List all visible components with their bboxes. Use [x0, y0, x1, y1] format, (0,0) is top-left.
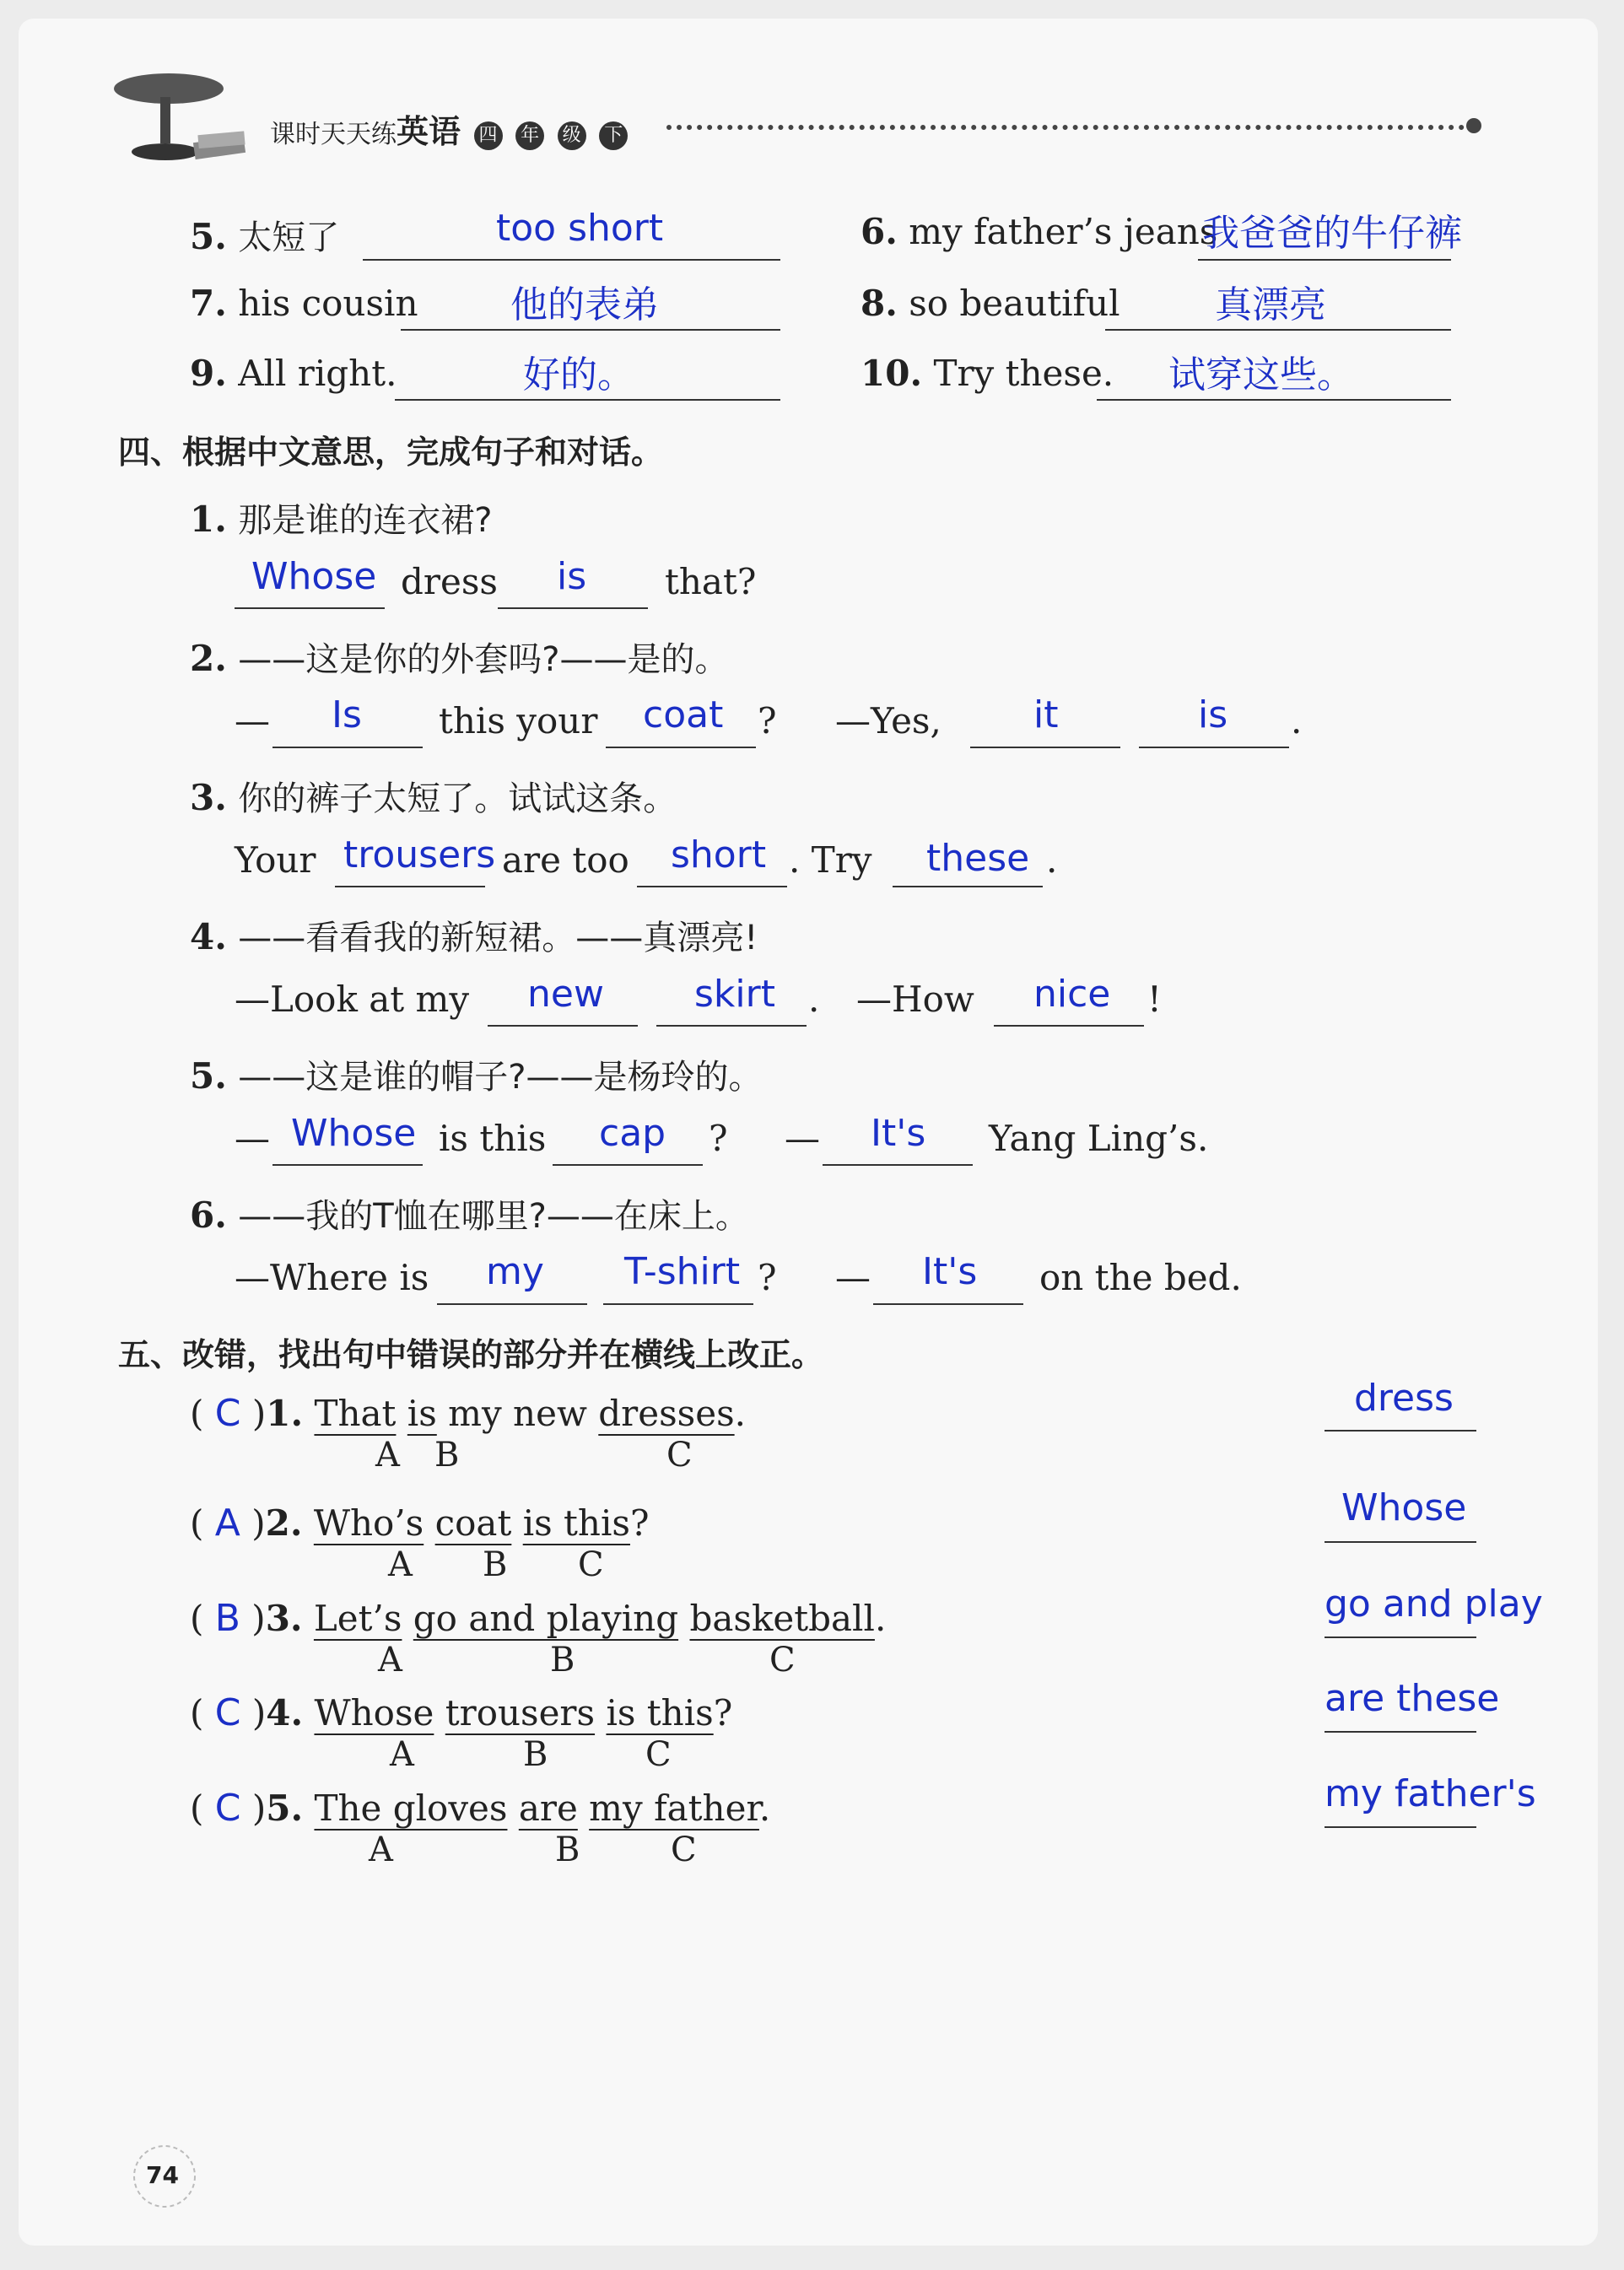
p3-line-7[interactable]	[401, 329, 780, 331]
p3-item-6: 6. my father’s jeans	[861, 211, 1218, 252]
p4-q3-answer2: short	[671, 833, 767, 876]
p5-choice-3: B	[214, 1597, 240, 1640]
p5-4-correction: are these	[1325, 1677, 1500, 1720]
p5-3-correction: go and play	[1325, 1583, 1543, 1626]
p4-q3-answer3: these	[926, 837, 1030, 880]
part5-title: 五、改错，找出句中错误的部分并在横线上改正。	[118, 1336, 824, 1373]
p4-q6-answer3: It's	[922, 1250, 978, 1293]
p4-q6-answer2: T-shirt	[624, 1250, 741, 1293]
p5-item4: ( C )4. Whose trousers is this?	[190, 1691, 733, 1734]
p4-q1-text2: that?	[665, 561, 757, 602]
p5-item5: ( C )5. The gloves are my father.	[190, 1787, 771, 1830]
p4-q5-text1: is this	[439, 1118, 547, 1159]
grade-badge-1: 四	[474, 121, 503, 150]
p4-q2-answer3: it	[1033, 693, 1059, 736]
p4-q3-text1: Your	[235, 839, 316, 881]
p4-q1-blank2[interactable]	[498, 607, 648, 609]
p3-item-10: 10. Try these.	[861, 353, 1114, 394]
p4-q6-blank3[interactable]	[873, 1303, 1023, 1305]
p4-q6-answer1: my	[486, 1250, 544, 1293]
p5-5-label-c: C	[671, 1831, 697, 1869]
p4-q1-answer1: Whose	[251, 555, 377, 598]
p5-1-correction: dress	[1354, 1377, 1454, 1420]
p5-choice-2: A	[214, 1502, 240, 1545]
p4-q2-dash: —	[235, 700, 270, 741]
p5-3-label-b: B	[550, 1641, 575, 1680]
p5-4-correction-line[interactable]	[1325, 1731, 1476, 1733]
p4-q1-text1: dress	[401, 561, 498, 602]
p4-q3-blank3[interactable]	[893, 886, 1043, 887]
p4-q4-prompt: 4. ——看看我的新短裙。——真漂亮!	[190, 916, 758, 957]
p4-q4-blank2[interactable]	[656, 1025, 807, 1027]
p5-2-label-b: B	[483, 1545, 508, 1584]
lamp-logo-icon	[110, 67, 253, 169]
p4-q4-blank3[interactable]	[994, 1025, 1144, 1027]
p5-5-correction: my father's	[1325, 1772, 1536, 1815]
p5-2-label-a: A	[388, 1545, 413, 1584]
p4-q1-answer2: is	[557, 555, 587, 598]
p4-q2-prompt: 2. ——这是你的外套吗?——是的。	[190, 638, 729, 679]
p4-q3-text3: . Try	[789, 839, 872, 881]
p4-q3-prompt: 3. 你的裤子太短了。试试这条。	[190, 777, 677, 818]
p4-q2-blank3[interactable]	[970, 747, 1120, 748]
p3-answer-7: 他的表弟	[510, 283, 659, 326]
p3-line-5[interactable]	[363, 259, 780, 261]
p4-q3-text4: .	[1046, 839, 1058, 881]
p4-q5-dash2: —	[785, 1118, 820, 1159]
header-title	[270, 105, 628, 152]
p5-choice-1: C	[214, 1392, 241, 1435]
p4-q3-blank1[interactable]	[335, 886, 485, 887]
p4-q4-blank1[interactable]	[488, 1025, 638, 1027]
p4-q6-dash2: —	[835, 1257, 871, 1298]
p4-q6-text1: —Where is	[235, 1257, 429, 1298]
p3-item-9: 9. All right.	[190, 353, 397, 394]
p5-3-correction-line[interactable]	[1325, 1636, 1476, 1638]
p5-1-label-a: A	[375, 1436, 400, 1475]
p4-q1-blank1[interactable]	[235, 607, 385, 609]
p4-q5-text2: ?	[709, 1118, 728, 1159]
p5-1-label-c: C	[666, 1436, 693, 1475]
page-number: 74	[146, 2161, 179, 2189]
p4-q2-answer2: coat	[643, 693, 724, 736]
p3-answer-5: too short	[496, 207, 664, 250]
p5-item2: ( A )2. Who’s coat is this?	[190, 1502, 650, 1545]
p4-q5-blank1[interactable]	[272, 1164, 423, 1166]
grade-badge-3: 级	[558, 121, 586, 150]
p4-q5-blank3[interactable]	[823, 1164, 973, 1166]
p4-q5-answer1: Whose	[291, 1112, 417, 1155]
p3-answer-9: 好的。	[523, 353, 634, 396]
p4-q6-blank1[interactable]	[437, 1303, 587, 1305]
p4-q4-answer2: skirt	[694, 973, 775, 1016]
p4-q3-answer1: trousers	[343, 833, 496, 876]
p4-q6-blank2[interactable]	[603, 1303, 753, 1305]
p5-2-correction-line[interactable]	[1325, 1541, 1476, 1543]
p5-1-correction-line[interactable]	[1325, 1430, 1476, 1432]
p4-q2-blank2[interactable]	[606, 747, 756, 748]
p3-line-9[interactable]	[395, 399, 780, 401]
p5-choice-5: C	[214, 1787, 241, 1830]
p5-item3: ( B )3. Let’s go and playing basketball.	[190, 1597, 887, 1640]
p4-q4-answer1: new	[527, 973, 604, 1016]
p4-q2-blank4[interactable]	[1139, 747, 1289, 748]
p4-q2-text3: —Yes,	[835, 700, 941, 741]
p4-q5-prompt: 5. ——这是谁的帽子?——是杨玲的。	[190, 1055, 763, 1097]
p5-item1: ( C )1. That is my new dresses.	[190, 1392, 746, 1435]
p4-q6-text3: on the bed.	[1039, 1257, 1242, 1298]
p4-q3-blank2[interactable]	[637, 886, 787, 887]
p4-q6-prompt: 6. ——我的T恤在哪里?——在床上。	[190, 1194, 749, 1236]
p4-q2-text1: this your	[439, 700, 598, 741]
p5-4-label-b: B	[523, 1735, 548, 1774]
p4-q4-text1: —Look at my	[235, 979, 470, 1020]
p4-q4-text2: .	[808, 979, 820, 1020]
p3-line-6[interactable]	[1198, 259, 1451, 261]
p5-choice-4: C	[214, 1691, 241, 1734]
p3-item-7: 7. his cousin	[190, 283, 418, 324]
p5-2-correction: Whose	[1341, 1486, 1467, 1529]
p4-q5-text3: Yang Ling’s.	[989, 1118, 1209, 1159]
p3-answer-8: 真漂亮	[1215, 283, 1326, 326]
p5-5-correction-line[interactable]	[1325, 1826, 1476, 1828]
p5-5-label-a: A	[369, 1831, 393, 1869]
p5-4-label-c: C	[645, 1735, 672, 1774]
p5-4-label-a: A	[390, 1735, 414, 1774]
grade-badge-4: 下	[599, 121, 628, 150]
p3-line-8[interactable]	[1105, 329, 1451, 331]
p3-answer-6: 我爸爸的牛仔裤	[1202, 212, 1462, 255]
p4-q4-answer3: nice	[1033, 973, 1111, 1016]
header-dotted-rule	[666, 125, 1475, 130]
part4-title: 四、根据中文意思，完成句子和对话。	[118, 434, 664, 471]
p3-item-5: 5. 太短了	[190, 216, 340, 257]
p4-q5-dash1: —	[235, 1118, 270, 1159]
p5-3-label-c: C	[769, 1641, 796, 1680]
p4-q1-prompt: 1. 那是谁的连衣裙?	[190, 499, 493, 540]
p4-q3-text2: are too	[502, 839, 629, 881]
p5-1-label-b: B	[434, 1436, 460, 1475]
p4-q2-answer4: is	[1198, 693, 1228, 736]
p3-answer-10: 试穿这些。	[1168, 353, 1354, 396]
p4-q2-answer1: Is	[332, 693, 362, 736]
p4-q2-text2: ?	[758, 700, 777, 741]
p4-q5-answer3: It's	[871, 1112, 926, 1155]
p5-5-label-b: B	[555, 1831, 580, 1869]
p4-q5-blank2[interactable]	[553, 1164, 703, 1166]
grade-badge-2: 年	[515, 121, 544, 150]
p4-q2-text4: .	[1291, 700, 1303, 741]
p4-q4-text3: —How	[856, 979, 974, 1020]
header-end-dot	[1466, 118, 1481, 133]
header-subject: 英语	[397, 113, 461, 150]
p5-3-label-a: A	[378, 1641, 402, 1680]
p4-q6-text2: ?	[758, 1257, 777, 1298]
p3-item-8: 8. so beautiful	[861, 283, 1120, 324]
p4-q4-text4: !	[1147, 979, 1162, 1020]
p4-q5-answer2: cap	[599, 1112, 666, 1155]
p5-2-label-c: C	[578, 1545, 604, 1584]
p4-q2-blank1[interactable]	[272, 747, 423, 748]
header-series: 课时天天练	[270, 120, 397, 149]
p3-line-10[interactable]	[1097, 399, 1451, 401]
